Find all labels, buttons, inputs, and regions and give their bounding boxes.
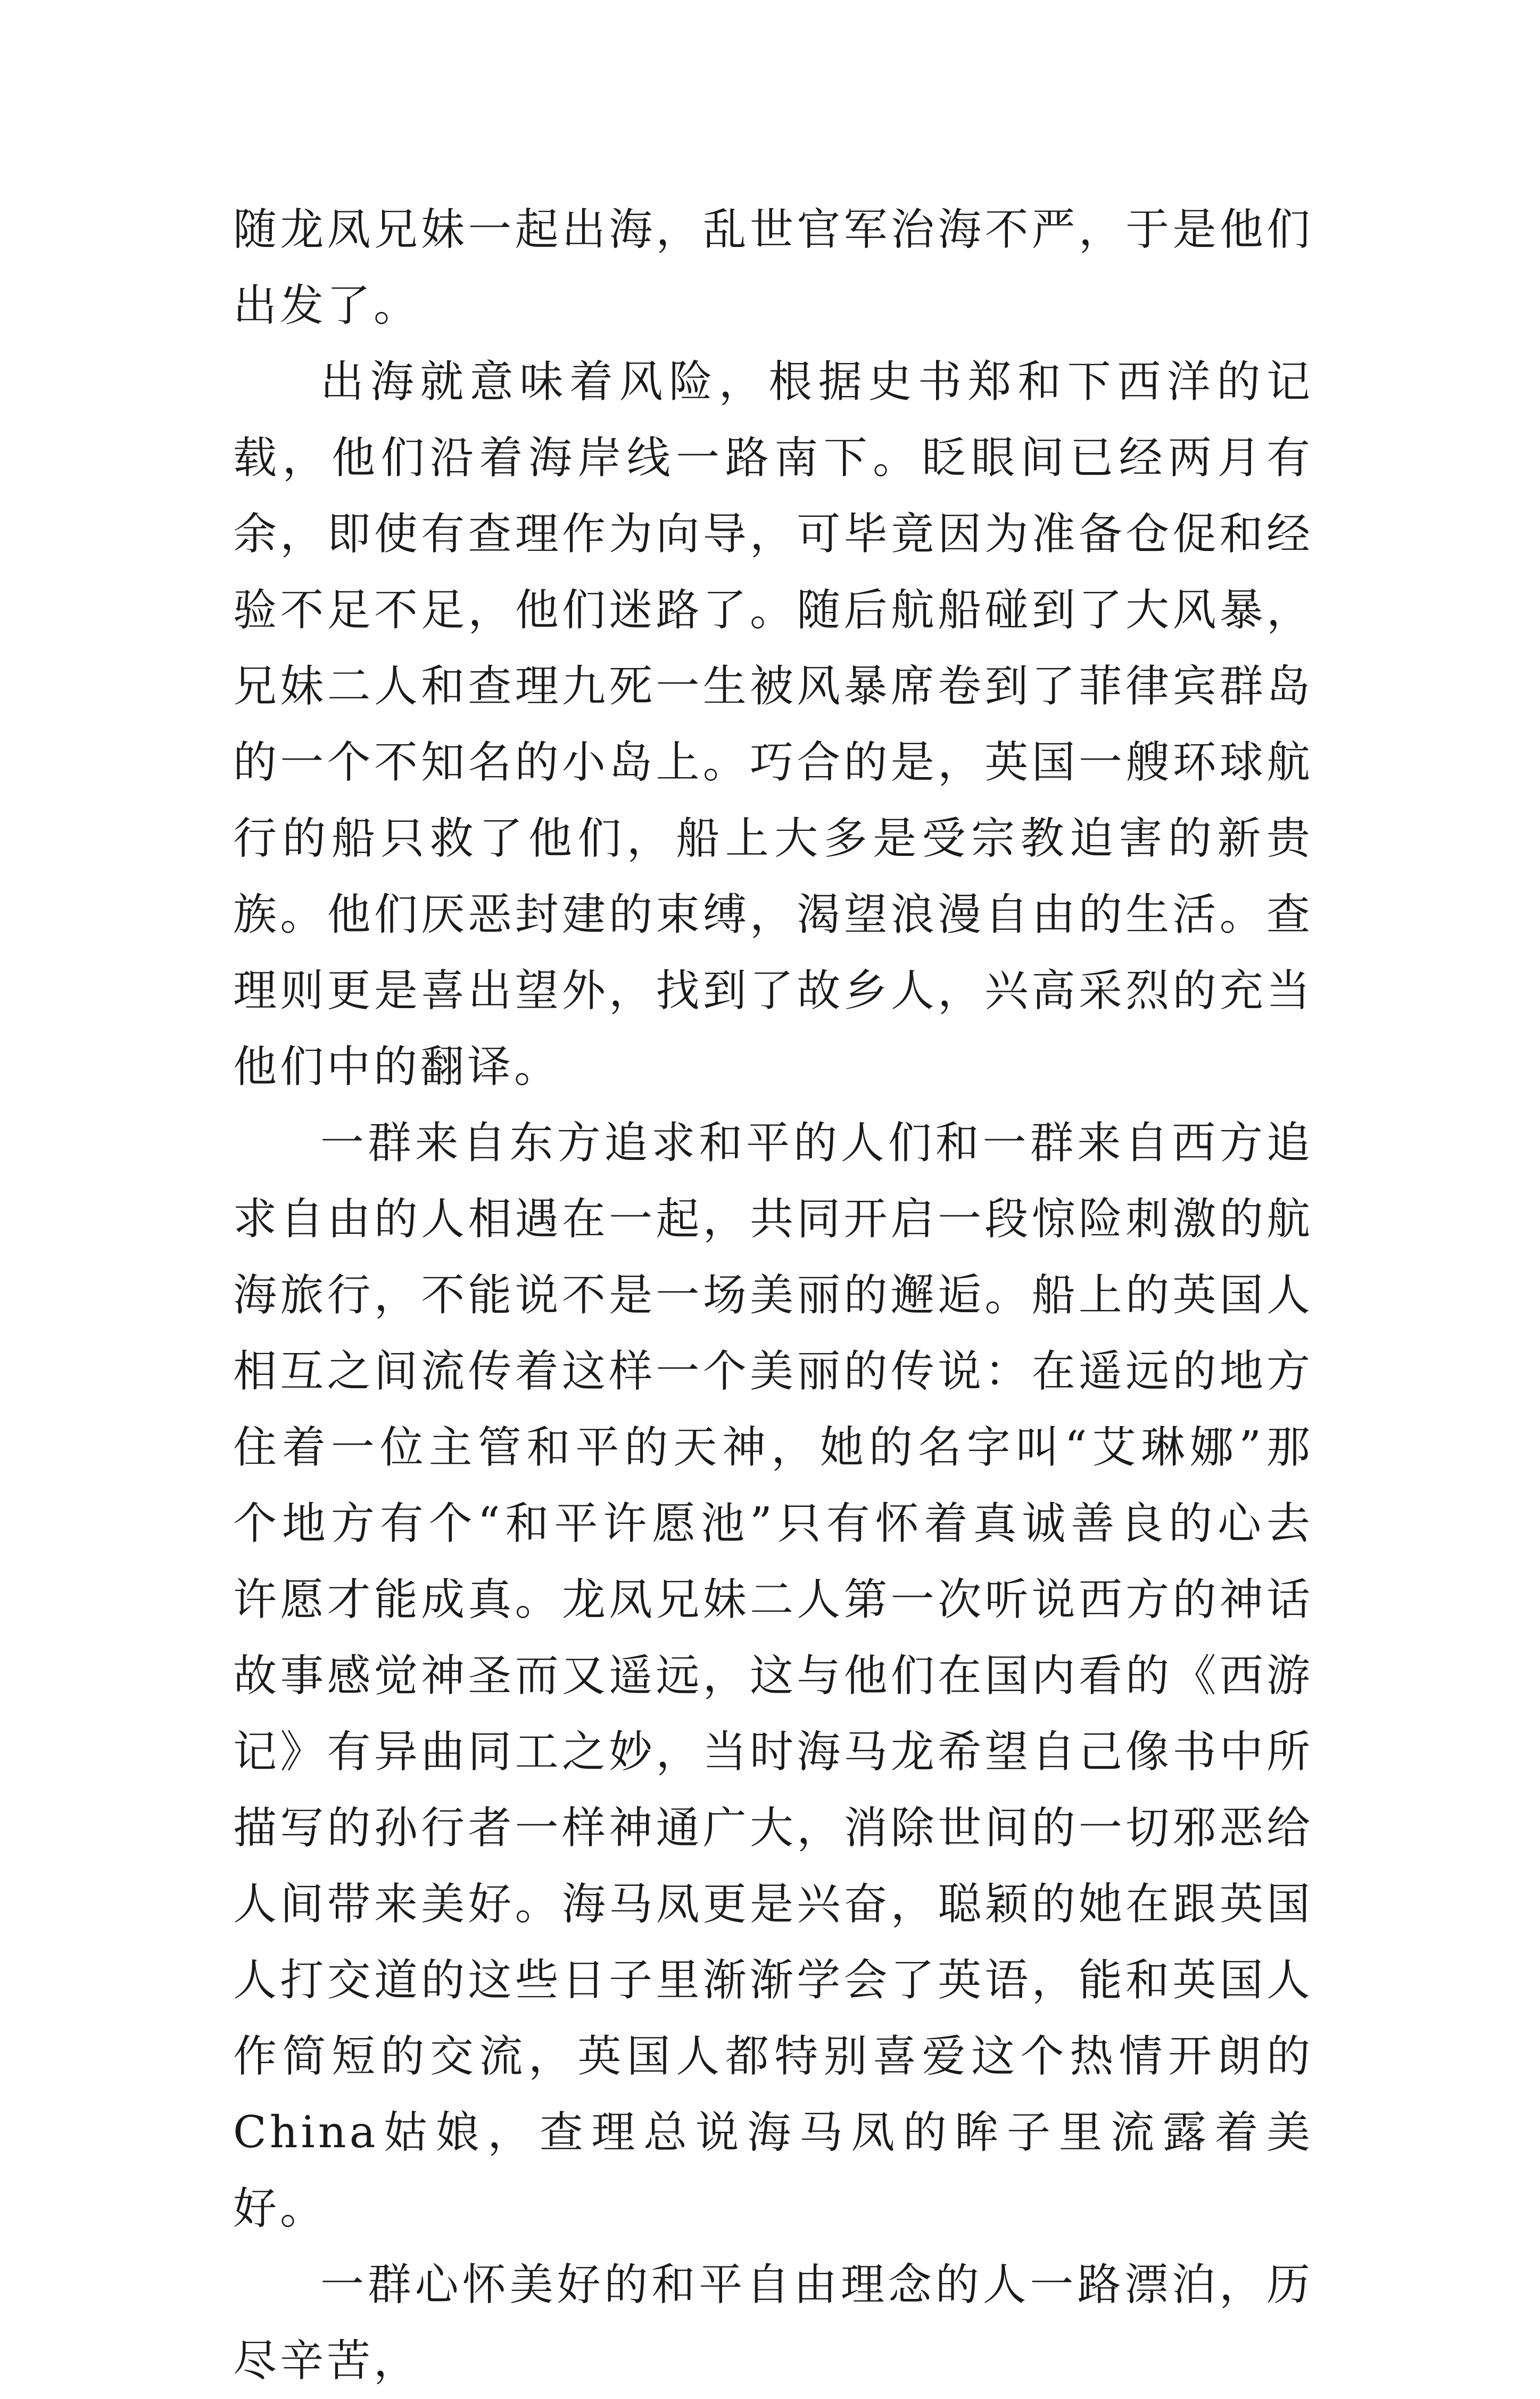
paragraph: 一群来自东方追求和平的人们和一群来自西方追求自由的人相遇在一起，共同开启一段惊险刺激的航海旅行，不能说不是一场美丽的邂逅。船上的英国人相互之间流传着这样一个美丽的传说：在遥远的地方住着一位主管和平的天神，她的名字叫“艾琳娜”那个地方有个“和平许愿池”只有怀着真诚善良的心去许愿才能成真。龙凤兄妹二人第一次听说西方的神话故事感觉神圣而又遥远，这与他们在国内看的《西游记》有异曲同工之妙，当时海马龙希望自己像书中所描写的孙行者一样神通广大，消除世间的一切邪恶给人间带来美好。海马凤更是兴奋，聪颖的她在跟英国人打交道的这些日子里渐渐学会了英语，能和英国人作简短的交流，英国人都特别喜爱这个热情开朗的China姑娘，查理总说海马凤的眸子里流露着美好。 xyxy=(233,1118,1313,2234)
body-text xyxy=(233,192,1313,2399)
paragraph-continuation: 随龙凤兄妹一起出海，乱世官军治海不严，于是他们出发了。 xyxy=(233,204,1313,331)
paragraph: 出海就意味着风险，根据史书郑和下西洋的记载，他们沿着海岸线一路南下。眨眼间已经两月有余，即使有查理作为向导，可毕竟因为准备仓促和经验不足不足，他们迷路了。随后航船碰到了大风暴，兄妹二人和查理九死一生被风暴席卷到了菲律宾群岛的一个不知名的小岛上。巧合的是，英国一艘环球航行的船只救了他们，船上大多是受宗教迫害的新贵族。他们厌恶封建的束缚，渴望浪漫自由的生活。查理则更是喜出望外，找到了故乡人，兴高采烈的充当他们中的翻译。 xyxy=(233,357,1313,1092)
paragraph: 一群心怀美好的和平自由理念的人一路漂泊，历尽辛苦， xyxy=(233,2260,1313,2386)
